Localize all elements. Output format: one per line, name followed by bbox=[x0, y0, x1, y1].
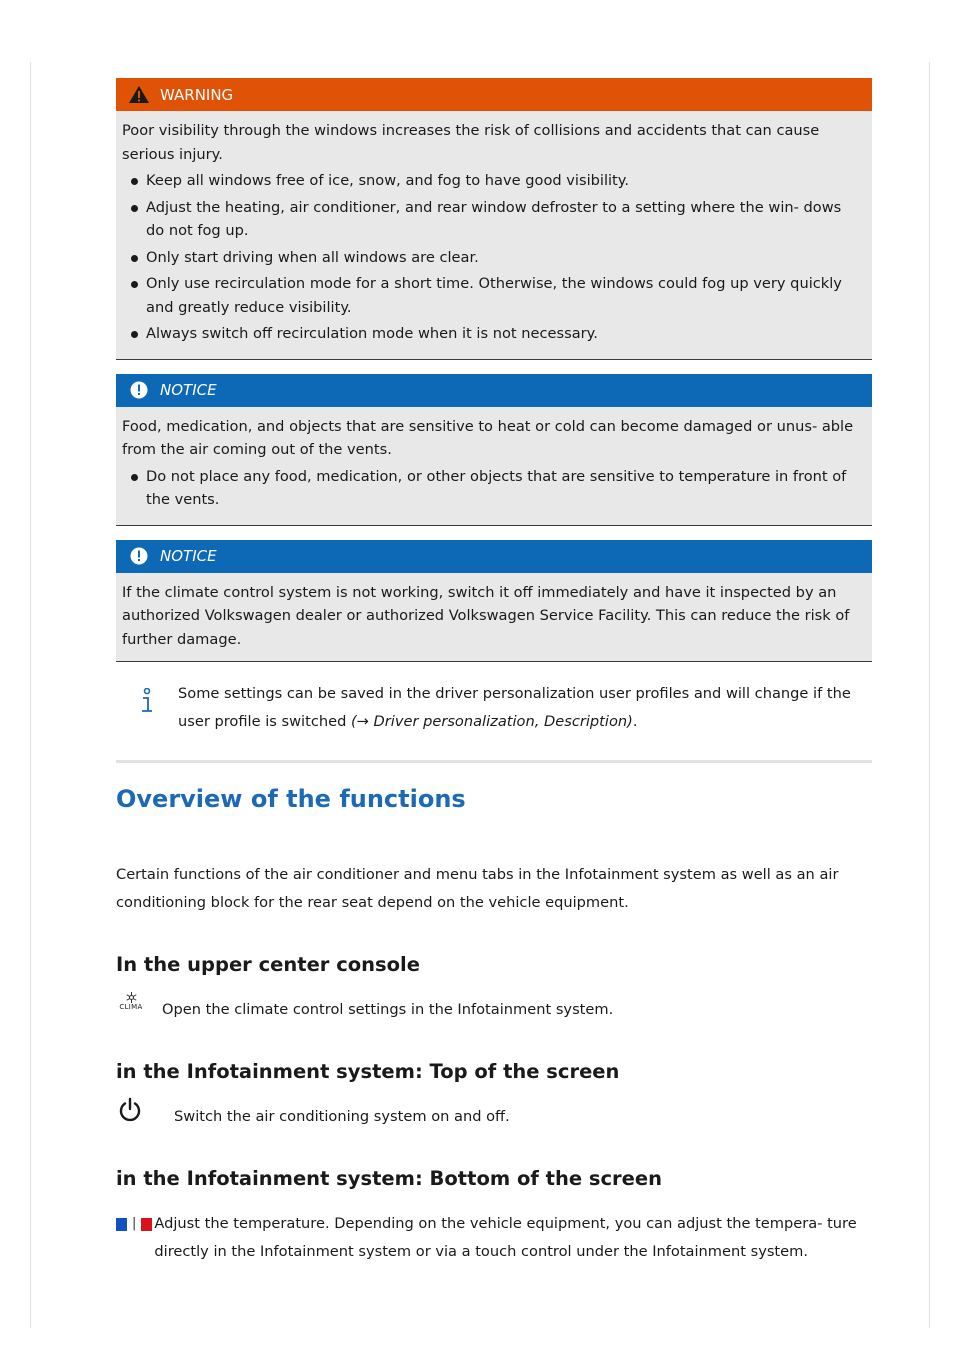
warning-list bbox=[122, 169, 864, 346]
notice-label: NOTICE bbox=[160, 547, 217, 565]
info-icon bbox=[116, 680, 178, 736]
section-divider bbox=[116, 760, 872, 763]
icon-separator: | bbox=[132, 1216, 137, 1231]
info-note bbox=[116, 680, 872, 736]
subheading-upper-console: In the upper center console bbox=[116, 953, 420, 976]
section-title: Overview of the functions bbox=[116, 785, 466, 813]
feature-power bbox=[116, 1103, 872, 1131]
clima-button-icon bbox=[116, 992, 146, 1012]
warning-bullet: Only use recirculation mode for a short time. Otherwise, the windows could fog up very quickly and greatly reduce visibility. bbox=[122, 272, 864, 319]
notice-label: NOTICE bbox=[160, 381, 217, 399]
notice-bullet: Do not place any food, medication, or other objects that are sensitive to temperature in front of the vents. bbox=[122, 465, 864, 512]
info-text: Some settings can be saved in the driver personalization user profiles and will change if the user profile is switched bbox=[178, 685, 851, 730]
left-margin-line bbox=[30, 62, 31, 1328]
notice-header bbox=[116, 374, 872, 407]
feature-clima bbox=[116, 996, 872, 1024]
cross-reference-link[interactable]: (→ Driver personalization, Description) bbox=[350, 713, 633, 730]
notice-text: Food, medication, and objects that are sensitive to heat or cold can become damaged or unus- able from the air coming out of the vents. bbox=[122, 417, 854, 458]
temperature-cold-icon bbox=[116, 1218, 127, 1231]
notice-box-vents bbox=[116, 374, 872, 526]
intro-paragraph: Certain functions of the air conditioner and menu tabs in the Infotainment system as well as an air conditioning block for the rear seat depend on the vehicle equipment. bbox=[116, 866, 839, 911]
power-icon bbox=[116, 1103, 174, 1123]
feature-temperature bbox=[116, 1210, 872, 1266]
temperature-icons bbox=[116, 1210, 152, 1238]
page-content bbox=[116, 78, 872, 1266]
power-description: Switch the air conditioning system on and off. bbox=[174, 1108, 510, 1125]
temperature-description: Adjust the temperature. Depending on the vehicle equipment, you can adjust the tempera- ture directly in the Infotainment system or via a touch control under the Infotainment system. bbox=[154, 1215, 857, 1260]
warning-bullet: Keep all windows free of ice, snow, and fog to have good visibility. bbox=[122, 169, 864, 193]
info-end: . bbox=[632, 713, 638, 730]
warning-label: WARNING bbox=[160, 85, 234, 104]
clima-label: CLIMA bbox=[119, 1003, 143, 1011]
warning-bullet: Always switch off recirculation mode when it is not necessary. bbox=[122, 322, 864, 346]
subheading-bottom-screen: in the Infotainment system: Bottom of the screen bbox=[116, 1167, 662, 1190]
notice-header bbox=[116, 540, 872, 573]
warning-box bbox=[116, 78, 872, 360]
warning-triangle-icon bbox=[126, 85, 152, 104]
warning-bullet: Adjust the heating, air conditioner, and rear window defroster to a setting where the win- dows do not fog up. bbox=[122, 196, 864, 243]
right-margin-line bbox=[929, 62, 930, 1328]
exclamation-icon bbox=[126, 381, 152, 399]
warning-header bbox=[116, 78, 872, 111]
notice-box-malfunction bbox=[116, 540, 872, 663]
clima-description: Open the climate control settings in the Infotainment system. bbox=[162, 1001, 614, 1018]
notice-text: If the climate control system is not working, switch it off immediately and have it inspected by an authorized Volkswagen dealer or authorized Volkswagen Service Facility. This can reduce the risk of further damage. bbox=[122, 583, 850, 648]
notice-list bbox=[122, 465, 864, 512]
temperature-hot-icon bbox=[141, 1218, 152, 1231]
warning-text: Poor visibility through the windows increases the risk of collisions and accidents that can cause serious injury. bbox=[122, 122, 820, 163]
exclamation-icon bbox=[126, 547, 152, 565]
subheading-top-screen: in the Infotainment system: Top of the screen bbox=[116, 1060, 620, 1083]
warning-bullet: Only start driving when all windows are clear. bbox=[122, 246, 864, 270]
